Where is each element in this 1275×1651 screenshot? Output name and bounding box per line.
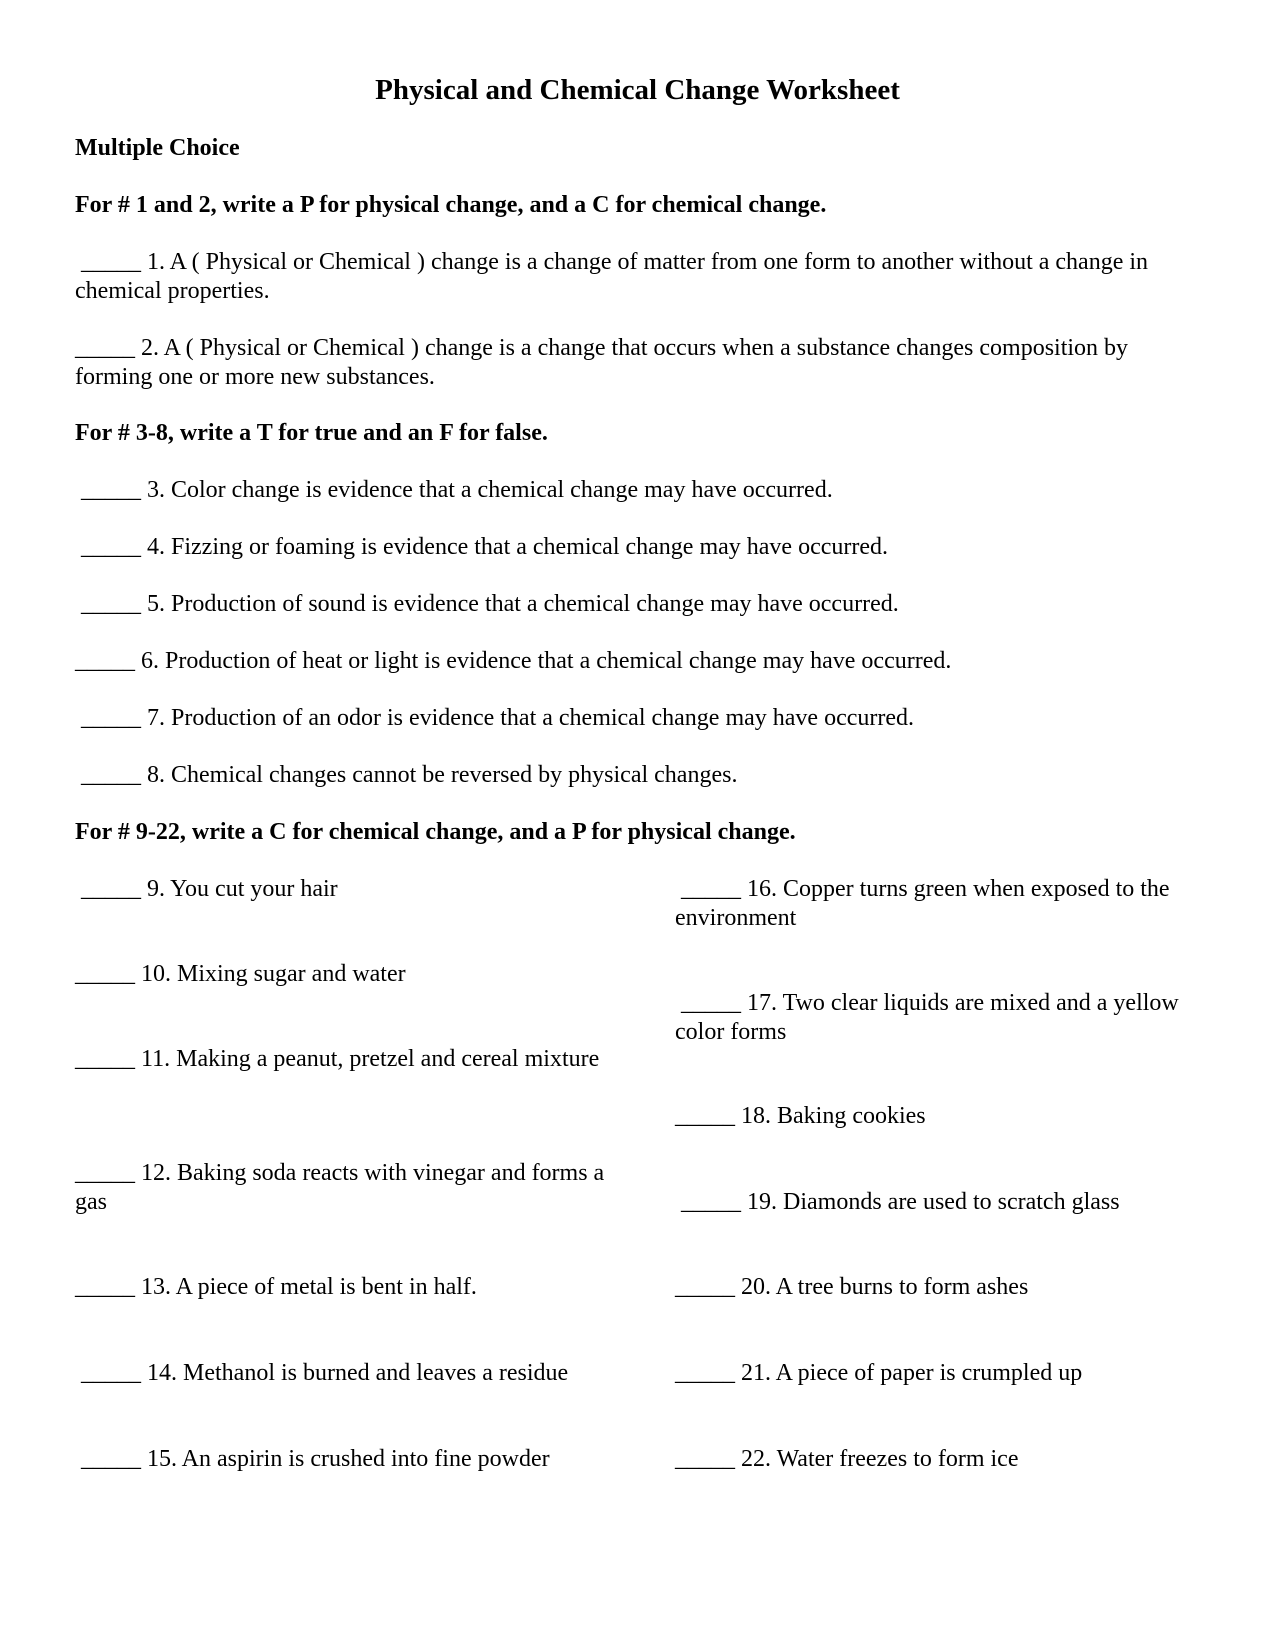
question-text: 22. Water freezes to form ice bbox=[735, 1446, 1019, 1472]
instructions-part3: For # 9-22, write a C for chemical change, and a P for physical change. bbox=[75, 819, 796, 845]
question-text: 4. Fizzing or foaming is evidence that a chemical change may have occurred. bbox=[141, 534, 889, 560]
question-11 bbox=[75, 1045, 605, 1074]
question-text: 5. Production of sound is evidence that a chemical change may have occurred. bbox=[141, 591, 899, 617]
question-17 bbox=[675, 989, 1205, 1047]
answer-blank[interactable]: _____ bbox=[675, 1189, 741, 1215]
question-text: 3. Color change is evidence that a chemical change may have occurred. bbox=[141, 477, 833, 503]
answer-blank[interactable]: _____ bbox=[75, 534, 141, 560]
answer-blank[interactable]: _____ bbox=[675, 1103, 735, 1129]
answer-blank[interactable]: _____ bbox=[75, 876, 141, 902]
question-1 bbox=[75, 248, 1200, 306]
question-19 bbox=[675, 1188, 1205, 1217]
answer-blank[interactable]: _____ bbox=[675, 1446, 735, 1472]
answer-blank[interactable]: _____ bbox=[75, 249, 141, 275]
question-text: 16. Copper turns green when exposed to the environment bbox=[675, 876, 1170, 931]
question-13 bbox=[75, 1273, 605, 1302]
question-21 bbox=[675, 1359, 1205, 1388]
answer-blank[interactable]: _____ bbox=[675, 876, 741, 902]
answer-blank[interactable]: _____ bbox=[675, 1274, 735, 1300]
answer-blank[interactable]: _____ bbox=[75, 705, 141, 731]
question-18 bbox=[675, 1102, 1205, 1131]
question-15 bbox=[75, 1445, 605, 1474]
question-4 bbox=[75, 533, 1200, 562]
answer-blank[interactable]: _____ bbox=[75, 648, 135, 674]
question-text: 19. Diamonds are used to scratch glass bbox=[741, 1189, 1120, 1215]
question-8 bbox=[75, 761, 1200, 790]
answer-blank[interactable]: _____ bbox=[75, 1360, 141, 1386]
question-2 bbox=[75, 334, 1200, 392]
question-16 bbox=[675, 875, 1205, 933]
question-text: 10. Mixing sugar and water bbox=[135, 961, 406, 987]
question-text: 12. Baking soda reacts with vinegar and forms a gas bbox=[75, 1160, 605, 1215]
question-20 bbox=[675, 1273, 1205, 1302]
answer-blank[interactable]: _____ bbox=[75, 762, 141, 788]
section-heading: Multiple Choice bbox=[75, 135, 240, 161]
answer-blank[interactable]: _____ bbox=[75, 477, 141, 503]
question-text: 8. Chemical changes cannot be reversed by physical changes. bbox=[141, 762, 738, 788]
answer-blank[interactable]: _____ bbox=[75, 591, 141, 617]
question-9 bbox=[75, 875, 605, 904]
question-text: 21. A piece of paper is crumpled up bbox=[735, 1360, 1083, 1386]
question-text: 14. Methanol is burned and leaves a residue bbox=[141, 1360, 569, 1386]
answer-blank[interactable]: _____ bbox=[675, 1360, 735, 1386]
question-text: 15. An aspirin is crushed into fine powder bbox=[141, 1446, 550, 1472]
page-title: Physical and Chemical Change Worksheet bbox=[375, 74, 900, 106]
question-text: 9. You cut your hair bbox=[141, 876, 338, 902]
question-text: 13. A piece of metal is bent in half. bbox=[135, 1274, 477, 1300]
question-7 bbox=[75, 704, 1200, 733]
answer-blank[interactable]: _____ bbox=[75, 961, 135, 987]
question-14 bbox=[75, 1359, 605, 1388]
question-text: 11. Making a peanut, pretzel and cereal mixture bbox=[135, 1046, 600, 1072]
question-text: 6. Production of heat or light is evidence that a chemical change may have occurred. bbox=[135, 648, 952, 674]
question-12 bbox=[75, 1159, 605, 1217]
answer-blank[interactable]: _____ bbox=[75, 1274, 135, 1300]
answer-blank[interactable]: _____ bbox=[75, 1046, 135, 1072]
question-3 bbox=[75, 476, 1200, 505]
question-text: 1. A ( Physical or Chemical ) change is a change of matter from one form to another without a change in chemical properties. bbox=[75, 249, 1149, 304]
instructions-part1: For # 1 and 2, write a P for physical change, and a C for chemical change. bbox=[75, 192, 827, 218]
answer-blank[interactable]: _____ bbox=[675, 990, 741, 1016]
question-6 bbox=[75, 647, 1200, 676]
instructions-part2: For # 3-8, write a T for true and an F for false. bbox=[75, 420, 548, 446]
question-text: 20. A tree burns to form ashes bbox=[735, 1274, 1029, 1300]
question-5 bbox=[75, 590, 1200, 619]
question-10 bbox=[75, 960, 605, 989]
question-text: 2. A ( Physical or Chemical ) change is a change that occurs when a substance changes composition by forming one or more new substances. bbox=[75, 335, 1129, 390]
question-text: 17. Two clear liquids are mixed and a yellow color forms bbox=[675, 990, 1179, 1045]
answer-blank[interactable]: _____ bbox=[75, 335, 135, 361]
question-text: 18. Baking cookies bbox=[735, 1103, 926, 1129]
question-22 bbox=[675, 1445, 1205, 1474]
answer-blank[interactable]: _____ bbox=[75, 1446, 141, 1472]
answer-blank[interactable]: _____ bbox=[75, 1160, 135, 1186]
question-text: 7. Production of an odor is evidence that a chemical change may have occurred. bbox=[141, 705, 915, 731]
